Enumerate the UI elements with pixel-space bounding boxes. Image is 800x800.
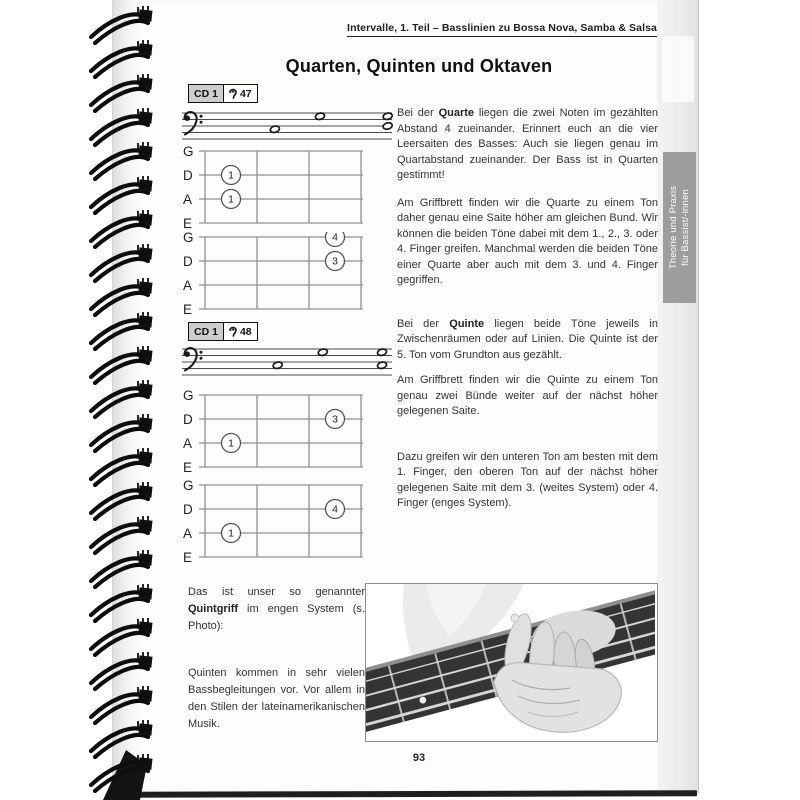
paragraph-quarte-1: Bei der Quarte liegen die zwei Noten im gezählten Abstand 4 zueinander. Erinnert euch an die vier Leersaiten des Basses: Auch sie liegen genau im Quartabstand zueinander. Der Bass ist in Quarten gestimmt! [397, 107, 658, 181]
svg-text:D: D [183, 253, 193, 269]
photo-bass-hand-illustration [366, 584, 655, 739]
book-bottom-edge [118, 790, 697, 798]
svg-text:D: D [183, 411, 193, 427]
page-edge-strip [657, 0, 699, 793]
svg-text:A: A [183, 525, 193, 541]
svg-text:A: A [183, 435, 193, 451]
running-header: Intervalle, 1. Teil – Basslinien zu Bossa Nova, Samba & Salsa [255, 22, 657, 34]
svg-text:A: A [183, 191, 193, 207]
bass-clef-staff-quarte [180, 108, 400, 144]
svg-text:G: G [183, 390, 194, 403]
paragraph-quintgriff: Das ist unser so genannter Quintgriff im engen System (s. Photo): [188, 586, 365, 632]
svg-text:E: E [183, 215, 193, 228]
svg-text:3: 3 [332, 255, 338, 268]
svg-text:D: D [183, 167, 193, 183]
svg-text:1: 1 [228, 193, 234, 206]
cd-label: CD 1 [189, 323, 224, 340]
chapter-side-tab-label: Theorie und Praxis für Bassist/-innen [668, 185, 691, 270]
listen-ear-icon [227, 325, 239, 339]
track-number: 48 [239, 325, 252, 338]
svg-text:1: 1 [228, 437, 234, 450]
page-title: Quarten, Quinten und Oktaven [285, 56, 553, 76]
svg-text:A: A [183, 277, 193, 293]
svg-text:G: G [183, 146, 194, 159]
paragraph-quarte-2: Am Griffbrett finden wir die Quarte zu einem Ton daher genau eine Saite höher am gleichen Bund. Wir können die beiden Töne dabei mit dem 1., 2., 3. oder 4. Finger greifen. Manchmal werden die beiden Töne einer Quarte aber auch mit dem 3. und 4. Finger gegriffen. [397, 196, 658, 286]
svg-text:D: D [183, 501, 193, 517]
svg-text:1: 1 [228, 527, 234, 540]
paragraph-quinte-2: Am Griffbrett finden wir die Quinte zu einem Ton genau zwei Bünde weiter auf der nächst höher gelegenen Saite. [397, 374, 658, 417]
page-number: 93 [412, 752, 426, 764]
bass-clef-staff-quinte [180, 344, 400, 380]
cd-track-badge [188, 322, 258, 341]
cd-label: CD 1 [189, 85, 224, 102]
listen-ear-icon [227, 87, 239, 101]
photo-bass-hand [365, 583, 658, 742]
track-number: 47 [239, 87, 252, 100]
paragraph-quinte-3: Dazu greifen wir den unteren Ton am besten mit dem 1. Finger, den oberen Ton auf der nächst höher gelegenen Saite mit dem 3. (weites System) oder 4. Finger (enges System). [397, 450, 658, 509]
svg-text:E: E [183, 301, 193, 314]
svg-text:G: G [183, 232, 194, 245]
photo-caption-column [188, 584, 365, 733]
fret-diagram-quarte-2 [181, 232, 373, 314]
chapter-side-tab [663, 152, 696, 303]
paragraph-quinte-1: Bei der Quinte liegen beide Töne jeweils in Zwischenräumen oder auf Linien. Die Quinte ist der 5. Ton vom Grundton aus gezählt. [397, 317, 658, 361]
svg-text:4: 4 [332, 232, 338, 244]
svg-text:4: 4 [332, 503, 338, 516]
faded-chapter-tab [662, 36, 694, 102]
fret-diagram-quinte-2 [181, 480, 373, 562]
body-text-column [397, 106, 658, 512]
fret-diagram-quinte-1 [181, 390, 373, 472]
svg-text:3: 3 [332, 413, 338, 426]
fret-diagram-quarte-1 [181, 146, 373, 228]
paragraph-quinten-stile: Quinten kommen in sehr vielen Bassbegleitungen vor. Vor allem in den Stilen der lateinamerikanischen Musik. [188, 667, 365, 730]
svg-text:E: E [183, 459, 193, 472]
svg-text:1: 1 [228, 169, 234, 182]
svg-text:E: E [183, 549, 193, 562]
cd-track-badge [188, 84, 258, 103]
svg-text:G: G [183, 480, 194, 493]
